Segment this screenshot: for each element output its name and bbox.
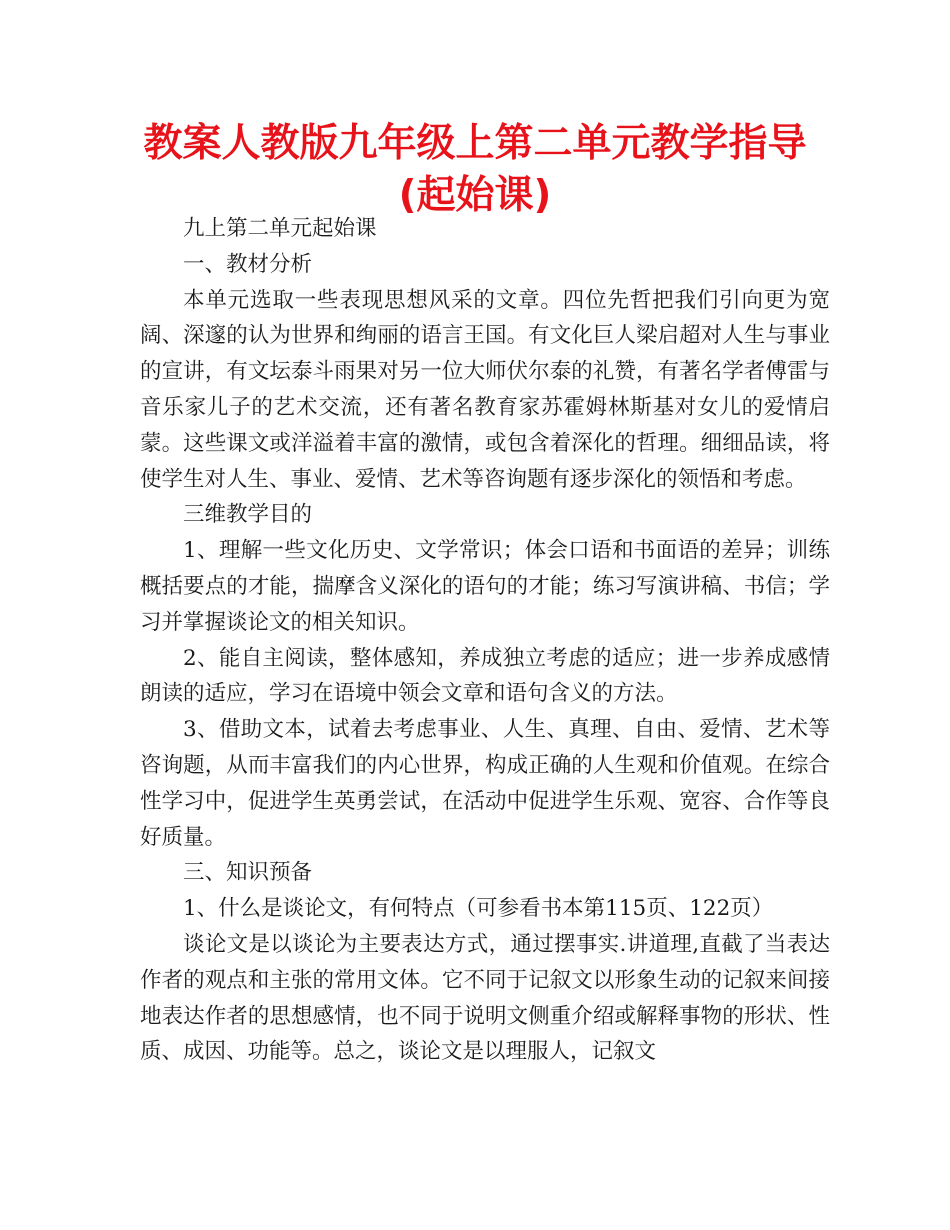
section-heading-goals: 三维教学目的 [183, 502, 313, 528]
paragraph-argumentative-essay: 谈论文是以谈论为主要表达方式，通过摆事实.讲道理,直截了当表达作者的观点和主张的常用文体。它不同于记叙文以形象生动的记叙来间接地表达作者的思想感情，也不同于说明文侧重介绍或解释事物的形状、性质、成因、功能等。总之，谈论文是以理服人，记叙文 [140, 931, 830, 1065]
document-body [140, 211, 830, 1070]
goal-item-1: 1、理解一些文化历史、文学常识；体会口语和书面语的差异；训练概括要点的才能，揣摩含义深化的语句的才能；练习写演讲稿、书信；学习并掌握谈论文的相关知识。 [140, 538, 830, 635]
goal-item-2: 2、能自主阅读，整体感知，养成独立考虑的适应；进一步养成感情朗读的适应，学习在语境中领会文章和语句含义的方法。 [140, 645, 830, 707]
document-title: 教案人教版九年级上第二单元教学指导(起始课) [143, 121, 807, 218]
unit-subtitle: 九上第二单元起始课 [183, 216, 377, 241]
section-heading-knowledge: 三、知识预备 [183, 860, 313, 886]
knowledge-item-1: 1、什么是谈论文，有何特点（可参看书本第115页、122页） [183, 896, 774, 922]
goal-item-3: 3、借助文本，试着去考虑事业、人生、真理、自由、爱情、艺术等咨询题，从而丰富我们的内心世界，构成正确的人生观和价值观。在综合性学习中，促进学生英勇尝试，在活动中促进学生乐观、宽容、合作等良好质量。 [140, 717, 830, 850]
paragraph-materials-analysis: 本单元选取一些表现思想风采的文章。四位先哲把我们引向更为宽阔、深邃的认为世界和绚丽的语言王国。有文化巨人梁启超对人生与事业的宣讲，有文坛泰斗雨果对另一位大师伏尔泰的礼赞，有著名学者傅雷与音乐家儿子的艺术交流，还有著名教育家苏霍姆林斯基对女儿的爱情启蒙。这些课文或洋溢着丰富的激情，或包含着深化的哲理。细细品读，将使学生对人生、事业、爱情、艺术等咨询题有逐步深化的领悟和考虑。 [140, 287, 830, 492]
section-heading-materials: 一、教材分析 [183, 251, 313, 277]
